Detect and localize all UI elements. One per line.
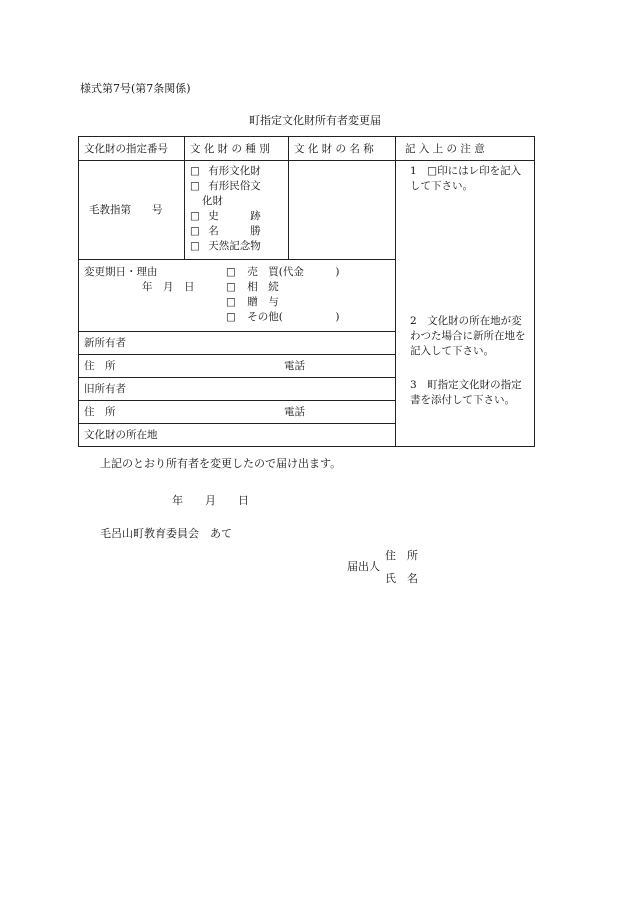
reason-item	[226, 295, 279, 309]
header-name: 文 化 財 の 名 称	[294, 143, 374, 155]
rule-row-6	[79, 423, 395, 424]
checkbox: □	[190, 240, 200, 252]
header-notes: 記 入 上 の 注 意	[405, 143, 485, 155]
change-date: 年 月 日	[142, 281, 195, 293]
type-item	[202, 194, 223, 208]
type-item	[190, 224, 261, 238]
old-owner-phone-label: 電話	[284, 406, 305, 418]
rule-col-2	[288, 137, 289, 259]
note-1: 1 □印にはレ印を記入して下さい。	[410, 165, 522, 192]
checkbox: □	[226, 296, 236, 308]
header-designation-number: 文化財の指定番号	[84, 143, 168, 155]
notifier-label: 届出人	[347, 560, 380, 573]
rule-header-notes	[395, 160, 535, 161]
location-label: 文化財の所在地	[84, 429, 158, 441]
reason-item	[226, 310, 339, 324]
reason-label: 贈 与	[247, 296, 279, 308]
change-label: 変更期日・理由	[84, 266, 158, 278]
checkbox: □	[190, 180, 200, 192]
new-owner-phone-label: 電話	[284, 360, 305, 372]
type-label: 化財	[202, 195, 223, 207]
type-label: 有形文化財	[208, 165, 261, 177]
type-label: 名 勝	[208, 225, 261, 237]
statement: 上記のとおり所有者を変更したので届け出ます。	[100, 457, 342, 470]
checkbox: □	[190, 225, 200, 237]
checkbox: □	[226, 266, 236, 278]
form-title: 町指定文化財所有者変更届	[249, 114, 381, 127]
new-owner-label: 新所有者	[84, 337, 126, 349]
type-item	[190, 209, 261, 223]
rule-col-1	[184, 137, 185, 259]
note-2: 2 文化財の所在地が変わつた場合に新所在地を記入して下さい。	[410, 315, 526, 357]
date-line: 年 月 日	[172, 494, 249, 507]
designation-number: 毛教指第 号	[89, 204, 163, 216]
type-item	[190, 179, 261, 193]
form-number: 様式第7号(第7条関係)	[80, 82, 191, 95]
reason-item	[226, 265, 339, 279]
reason-label: 相 続	[247, 281, 279, 293]
old-owner-address-label: 住 所	[84, 406, 116, 418]
checkbox: □	[190, 165, 200, 177]
new-owner-address-label: 住 所	[84, 360, 116, 372]
notifier-address-label: 住 所	[385, 549, 418, 562]
checkbox: □	[226, 311, 236, 323]
rule-row-2	[79, 331, 395, 332]
type-item	[190, 164, 261, 178]
type-label: 有形民俗文	[208, 180, 261, 192]
reason-label: 売 買(代金 )	[247, 266, 340, 278]
rule-row-4	[79, 377, 395, 378]
rule-row-5	[79, 400, 395, 401]
type-item	[190, 239, 261, 253]
header-type: 文 化 財 の 種 別	[190, 143, 270, 155]
old-owner-label: 旧所有者	[84, 383, 126, 395]
type-label: 史 跡	[208, 210, 261, 222]
notifier-name-label: 氏 名	[385, 572, 418, 585]
rule-row-1	[79, 259, 395, 260]
reason-label: その他( )	[247, 311, 340, 323]
note-3: 3 町指定文化財の指定書を添付して下さい。	[410, 379, 522, 406]
addressee: 毛呂山町教育委員会 あて	[100, 527, 232, 540]
reason-item	[226, 280, 279, 294]
checkbox: □	[190, 210, 200, 222]
checkbox: □	[226, 281, 236, 293]
type-label: 天然記念物	[208, 240, 261, 252]
rule-col-3	[395, 137, 396, 446]
rule-row-3	[79, 354, 395, 355]
rule-header	[79, 160, 395, 161]
